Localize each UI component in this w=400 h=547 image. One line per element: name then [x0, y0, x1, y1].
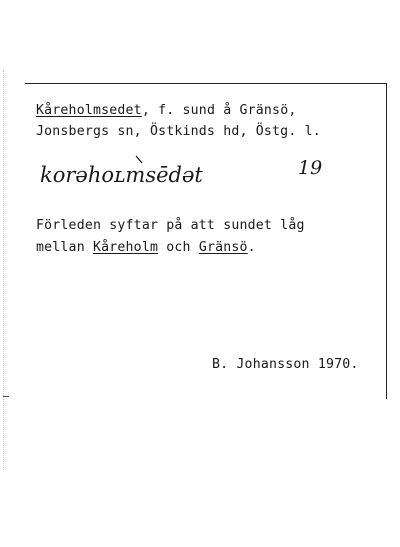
- explanation-line-1: Förleden syftar på att sundet låg: [36, 218, 305, 233]
- phonetic-text: korəhoʟmsēdət: [40, 163, 203, 187]
- heading-description: , f. sund å Gränsö,: [141, 103, 297, 118]
- accent-mark: [136, 156, 142, 163]
- place-granso: Gränsö: [198, 240, 248, 255]
- heading-line: [36, 103, 296, 119]
- place-kareholm: Kåreholm: [92, 240, 159, 255]
- signature: B. Johansson 1970.: [212, 357, 359, 372]
- headword: Kåreholmsedet: [36, 103, 142, 118]
- edge-tick-mark: [3, 396, 9, 397]
- card-frame-right-line: [386, 83, 387, 399]
- explanation-line-2: [36, 240, 256, 256]
- number-text: 19: [298, 157, 323, 179]
- phonetic-transcription: [38, 152, 238, 192]
- explanation-start: mellan: [36, 240, 93, 255]
- explanation-end: .: [247, 240, 256, 255]
- handwritten-number: [296, 152, 326, 182]
- card-frame-top-line: [25, 83, 387, 84]
- explanation-mid: och: [158, 240, 199, 255]
- card-left-edge: [3, 70, 4, 470]
- location-line: Jonsbergs sn, Östkinds hd, Östg. l.: [36, 124, 321, 139]
